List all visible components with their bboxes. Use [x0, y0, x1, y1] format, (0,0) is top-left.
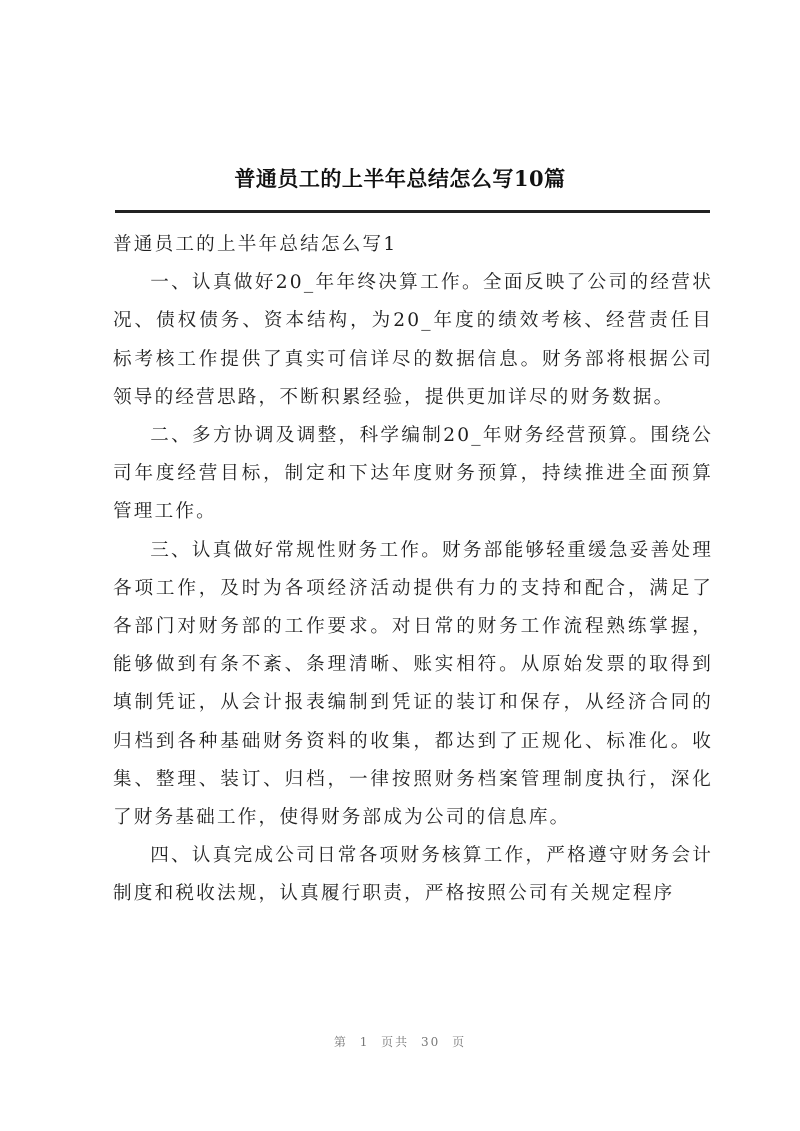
- paragraph-4: 四、认真完成公司日常各项财务核算工作，严格遵守财务会计制度和税收法规，认真履行职责，严格按照公司有关规定程序: [113, 845, 713, 905]
- document-body: [113, 226, 713, 914]
- title-divider: [115, 210, 710, 213]
- paragraph-3: 三、认真做好常规性财务工作。财务部能够轻重缓急妥善处理各项工作，及时为各项经济活动提供有力的支持和配合，满足了各部门对财务部的工作要求。对日常的财务工作流程熟练掌握，能够做到有条不紊、条理清晰、账实相符。从原始发票的取得到填制凭证，从会计报表编制到凭证的装订和保存，从经济合同的归档到各种基础财务资料的收集，都达到了正规化、标准化。收集、整理、装订、归档，一律按照财务档案管理制度执行，深化了财务基础工作，使得财务部成为公司的信息库。: [113, 539, 713, 829]
- page-number-footer: 第 1 页共 30 页: [333, 1035, 467, 1049]
- paragraph-1: 一、认真做好20_年年终决算工作。全面反映了公司的经营状况、债权债务、资本结构，为20_年度的绩效考核、经营责任目标考核工作提供了真实可信详尽的数据信息。财务部将根据公司领导的经营思路，不断积累经验，提供更加详尽的财务数据。: [113, 272, 713, 408]
- section-heading: 普通员工的上半年总结怎么写1: [113, 234, 398, 255]
- paragraph-2: 二、多方协调及调整，科学编制20_年财务经营预算。围绕公司年度经营目标，制定和下达年度财务预算，持续推进全面预算管理工作。: [113, 425, 713, 523]
- document-title: 普通员工的上半年总结怎么写10篇: [234, 166, 566, 191]
